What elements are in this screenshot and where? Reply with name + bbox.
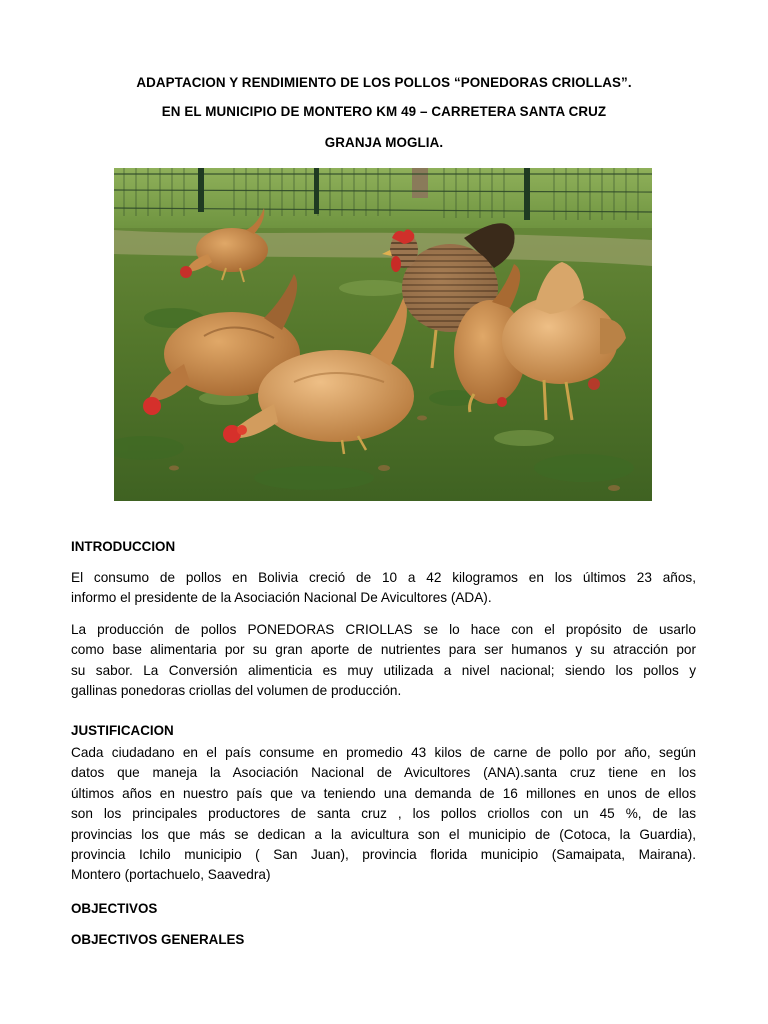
paragraph-justificacion xyxy=(71,743,696,886)
paragraph-line: Montero (portachuelo, Saavedra) xyxy=(71,867,271,883)
paragraph-line: informo el presidente de la Asociación Nacional De Avicultores (ADA). xyxy=(71,590,492,606)
paragraph-introduccion-2 xyxy=(71,620,696,702)
paragraph-line: El consumo de pollos en Bolivia creció de 10 a 42 kilogramos en los últimos 23 años, xyxy=(71,570,696,585)
section-heading-introduccion: INTRODUCCION xyxy=(71,539,176,554)
paragraph-line: como base alimentaria por su gran aporte de nutrientes para ser humanos y su atracción por xyxy=(71,642,696,658)
paragraph-line: gallinas ponedoras criollas del volumen de producción. xyxy=(71,683,402,699)
title-line-3: GRANJA MOGLIA. xyxy=(324,135,444,150)
title-line-2: EN EL MUNICIPIO DE MONTERO KM 49 – CARRETERA SANTA CRUZ xyxy=(161,104,607,119)
paragraph-line: últimos años en nuestro país que va teniendo una demanda de 16 millones en unos de ellos xyxy=(71,785,696,801)
paragraph-line: su sabor. La Conversión alimenticia es muy utilizada a nivel nacional; siendo los pollos y xyxy=(71,662,696,678)
title-line-1: ADAPTACION Y RENDIMIENTO DE LOS POLLOS “PONEDORAS CRIOLLAS”. xyxy=(136,75,632,90)
paragraph-line: Cada ciudadano en el país consume en promedio 43 kilos de carne de pollo por año, según xyxy=(71,745,696,760)
section-heading-objectivos-generales: OBJECTIVOS GENERALES xyxy=(71,932,245,947)
section-heading-objectivos: OBJECTIVOS xyxy=(71,901,158,916)
section-heading-justificacion: JUSTIFICACION xyxy=(71,723,174,738)
paragraph-line: datos que maneja la Asociación Nacional de Avicultores (ANA).santa cruz tiene en los xyxy=(71,765,696,781)
chickens-photo xyxy=(114,168,652,501)
paragraph-line: son los principales productores de santa cruz , los pollos criollos con un 45 %, de las xyxy=(71,806,696,822)
paragraph-line: provincias los que más se dedican a la avicultura son el municipio de (Cotoca, la Guardia), xyxy=(71,826,696,842)
paragraph-introduccion-1 xyxy=(71,568,696,609)
paragraph-line: La producción de pollos PONEDORAS CRIOLLAS se lo hace con el propósito de usarlo xyxy=(71,622,696,637)
paragraph-line: provincia Ichilo municipio ( San Juan), provincia florida municipio (Samaipata, Mairana). xyxy=(71,846,696,862)
